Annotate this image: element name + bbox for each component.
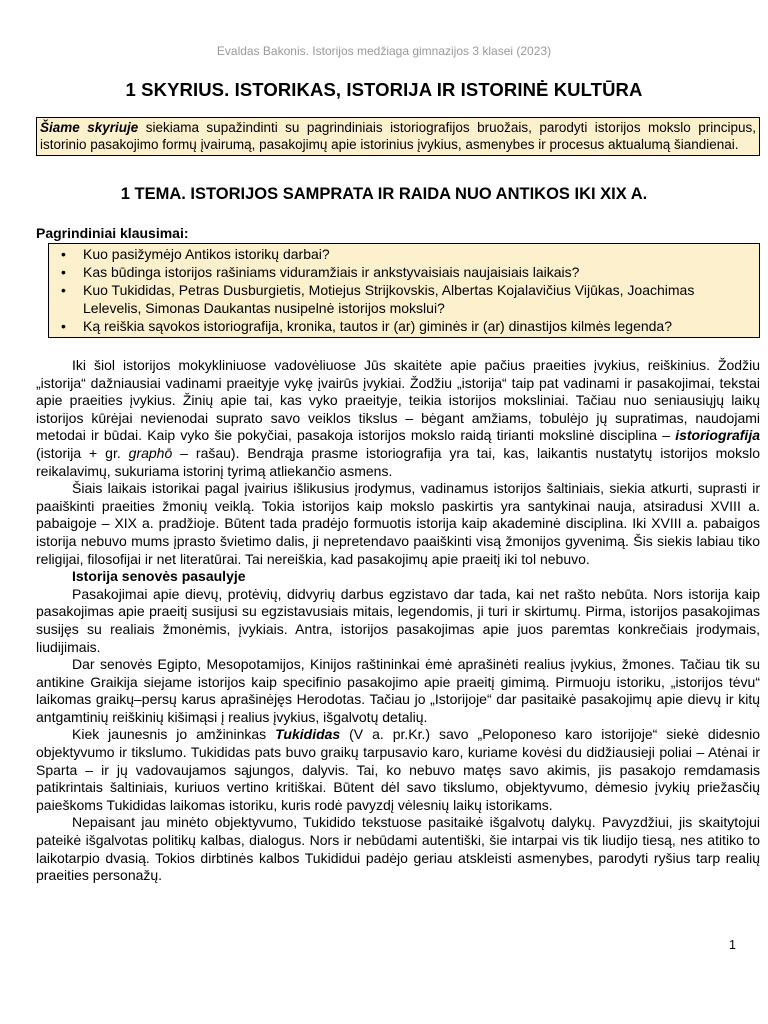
intro-lead: Šiame skyriuje <box>40 120 139 135</box>
bullet-icon: • <box>61 282 66 298</box>
greek-word: graphō <box>128 444 173 461</box>
name-tukididas: Tukididas <box>275 726 341 743</box>
paragraph: Pasakojimai apie dievų, protėvių, didvyrių darbus egzistavo dar tada, kai net rašto nebūta. Nors istorija kaip pasakojimas apie praeitį susijusi su egzistavusiais mitais, legendomis, ji turi ir skirtumų. Pirma, istorijos pasakojimas susijęs su realiais žmonėmis, įvykiais. Antra, istorijos pasakojimas apie juos paremtas konkrečiais įrodymais, liudijimais. <box>36 585 760 655</box>
bullet-icon: • <box>61 264 66 280</box>
bullet-icon: • <box>61 318 66 334</box>
running-header: Evaldas Bakonis. Istorijos medžiaga gimnazijos 3 klasei (2023) <box>216 44 552 58</box>
term-istoriografija: istoriografija <box>675 427 760 444</box>
body-text <box>36 357 760 885</box>
bullet-icon: • <box>61 246 66 262</box>
questions-box <box>48 243 760 338</box>
page-number: 1 <box>729 938 736 952</box>
question-item: • Kas būdinga istorijos rašiniams viduramžiais ir ankstyvaisiais naujaisiais laikais? <box>61 264 580 280</box>
paragraph: Dar senovės Egipto, Mesopotamijos, Kinijos raštininkai ėmė aprašinėti realius įvykius, žmones. Tačiau tik su antikine Graikija siejame istorijos kaip specifinio pasakojimo apie praeitį gimimą. Pirmuoju istoriku, „istorijos tėvu“ laikomas graikų–persų karus aprašinėjęs Herodotas. Tačiau jo „Istorijoje“ dar pasitaikė pasakojimų apie dievų ir kitų antgamtinių reiškinių kišimąsi į realius įvykius, išgalvotų detalių. <box>36 656 760 725</box>
questions-heading: Pagrindiniai klausimai: <box>36 225 189 241</box>
question-item: • Kuo Tukididas, Petras Dusburgietis, Motiejus Strijkovskis, Albertas Kojalavičius Vijūkas, Joachimas Lelevelis, Simonas Daukantas nusipelnė istorijos mokslui? <box>61 282 695 316</box>
questions-list <box>55 245 753 335</box>
question-item: • Ką reiškia sąvokos istoriografija, kronika, tautos ir (ar) giminės ir (ar) dinastijos kilmės legenda? <box>61 318 673 334</box>
intro-text: siekiama supažindinti su pagrindiniais istoriografijos bruožais, parodyti istorijos mokslo principus, istorinio pasakojimo formų įvairumą, pasakojimų apie istorinius įvykius, asmenybes ir procesus aktualumą šiandienai. <box>40 120 757 152</box>
paragraph: Kiek jaunesnis jo amžininkas Tukididas (V a. pr.Kr.) savo „Peloponeso karo istorijoje“ siekė didesnio objektyvumo ir tikslumo. Tukididas pats buvo graikų tarpusavio karo, kuriame kovėsi du didžiausieji poliai – Atėnai ir Sparta – ir jų vadovaujamos sąjungos, dalyvis. Tai, ko nebuvo matęs savo akimis, jis pasakojo remdamasis patikrintais šaltiniais, kuriuos vertino kritiškai. Būtent dėl savo tikslumo, objektyvumo, dėmesio įvykių priežasčių paieškoms Tukididas laikomas istoriku, kuris rodė pavyzdį vėlesnių laikų istorikams. <box>36 726 761 813</box>
theme-title: 1 TEMA. ISTORIJOS SAMPRATA IR RAIDA NUO ANTIKOS IKI XIX A. <box>120 185 648 203</box>
question-item: • Kuo pasižymėjo Antikos istorikų darbai? <box>61 246 330 262</box>
paragraph: Iki šiol istorijos mokykliniuose vadovėliuose Jūs skaitėte apie pačius praeities įvykius, reiškinius. Žodžiu „istorija“ dažniausiai vadinami praeityje vykę įvairūs įvykiai. Žodžiu „istorija“ taip pat vadinami ir pasakojimai, tekstai apie praeities įvykius. Žinių apie tai, kas vyko praeityje, teikia istorijos moksliniai. Tačiau nuo seniausiųjų laikų istorijos kūrėjai nevienodai suprato savo veiklos tikslus – bėgant amžiams, tobulėjo jų supratimas, naudojami metodai ir būdai. Kaip vyko šie pokyčiai, pasakoja istorijos mokslo raidą tirianti mokslinė disciplina – istoriografija (istorija + gr. graphō – rašau). Bendrąja prasme istoriografija yra tai, kas, laikantis nustatytų istorijos mokslo reikalavimų, sukuriama istorinį tyrimą atliekančio asmens. <box>36 357 760 479</box>
chapter-title: 1 SKYRIUS. ISTORIKAS, ISTORIJA IR ISTORINĖ KULTŪRA <box>125 79 643 100</box>
chapter-intro-box <box>36 117 760 156</box>
paragraph: Nepaisant jau minėto objektyvumo, Tukidido tekstuose pasitaikė išgalvotų dalykų. Pavyzdžiui, jis skaitytojui pateikė išgalvotas politikų kalbas, dialogus. Nors ir nebūdami autentiški, šie intarpai vis tik liudijo tiesą, nes atitiko to laikotarpio dvasią. Tokios dirbtinės kalbos Tukididui padėjo geriau atskleisti asmenybes, parodyti ryšius tarp realių praeities personažų. <box>36 814 760 884</box>
paragraph: Šiais laikais istorikai pagal įvairius išlikusius įrodymus, vadinamus istorijos šaltiniais, siekia atkurti, suprasti ir paaiškinti praeities žmonių veiklą. Tokia istorijos kaip mokslo paskirtis yra santykinai nauja, atsiradusi XVIII a. pabaigoje – XIX a. pradžioje. Būtent tada pradėjo formuotis istorija kaip akademinė disciplina. Iki XVIII a. pabaigos istorija nebuvo mums įprasto švietimo dalis, ji nepretendavo paaiškinti visą žmonijos gyvenimą. Šis siekis labiau tiko religijai, filosofijai ir net literatūrai. Tai nereiškia, kad pasakojimų apie praeitį iki tol nebuvo. <box>36 480 760 567</box>
section-subheading: Istorija senovės pasaulyje <box>72 568 246 585</box>
